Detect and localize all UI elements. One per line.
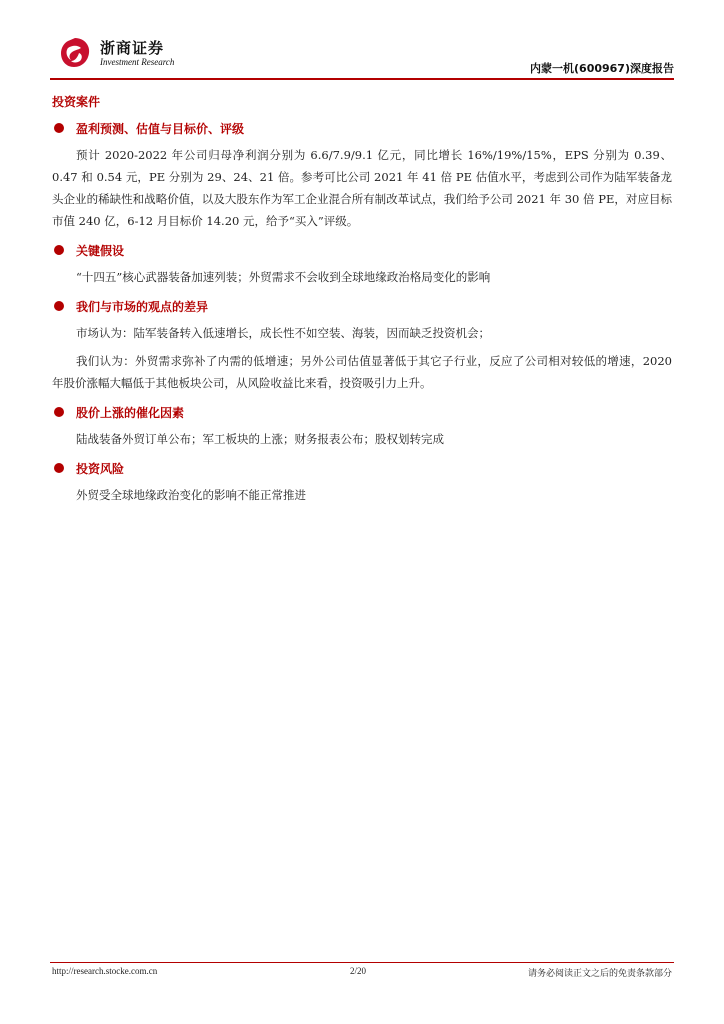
- footer-url-link[interactable]: http://research.stocke.com.cn: [52, 966, 158, 976]
- bullet-dot-icon: [54, 407, 64, 417]
- bullet-heading: 关键假设: [76, 243, 125, 258]
- bullet-heading-row: [52, 296, 672, 316]
- footer-divider: [50, 962, 674, 963]
- bullet-heading: 投资风险: [76, 461, 125, 476]
- paragraph: “十四五”核心武器装备加速列装；外贸需求不会收到全球地缘政治格局变化的影响: [76, 270, 491, 284]
- brokerage-logo-icon: [58, 36, 92, 70]
- bullet-dot-icon: [54, 463, 64, 473]
- paragraph: 预计 2020-2022 年公司归母净利润分别为 6.6/7.9/9.1 亿元，同比增长 16%/19%/15%，EPS 分别为 0.39、0.47 和 0.54 元，PE 分别为 29、24、21 倍。参考可比公司 2021 年 41 倍 PE 估值水平，考虑到公司作为陆军装备龙头企业的稀缺性和战略价值，以及大股东作为军工企业混合所有制改革试点，我们给予公司 2021 年 30 倍 PE，对应目标市值 240 亿，6-12 月目标价 14.20 元，给予“买入”评级。: [52, 148, 672, 228]
- bullet-dot-icon: [54, 245, 64, 255]
- content-body: [52, 110, 672, 506]
- footer-disclaimer: 请务必阅读正文之后的免责条款部分: [527, 969, 672, 979]
- brand-name: 浙商证券: [100, 39, 165, 57]
- header-divider: [50, 78, 674, 80]
- bullet-heading-row: [52, 402, 672, 422]
- paragraph: 陆战装备外贸订单公布；军工板块的上涨；财务报表公布；股权划转完成: [76, 432, 444, 446]
- report-title: 内蒙一机(600967)深度报告: [530, 62, 674, 75]
- bullet-heading-row: [52, 458, 672, 478]
- bullet-heading-row: [52, 118, 672, 138]
- paragraph: 市场认为：陆军装备转入低速增长，成长性不如空装、海装，因而缺乏投资机会；: [76, 326, 490, 340]
- paragraph: 我们认为：外贸需求弥补了内需的低增速；另外公司估值显著低于其它子行业，反应了公司相对较低的增速，2020 年股价涨幅大幅低于其他板块公司，从风险收益比来看，投资吸引力上升。: [52, 354, 672, 390]
- page-number: 2/20: [350, 966, 367, 976]
- page-header: [50, 30, 674, 80]
- bullet-dot-icon: [54, 123, 64, 133]
- bullet-heading: 股价上涨的催化因素: [76, 405, 185, 420]
- section-title: 投资案件: [52, 95, 101, 109]
- bullet-heading: 盈利预测、估值与目标价、评级: [76, 121, 245, 136]
- bullet-heading: 我们与市场的观点的差异: [76, 299, 209, 314]
- brand-subtitle: Investment Research: [100, 57, 175, 67]
- bullet-heading-row: [52, 240, 672, 260]
- paragraph: 外贸受全球地缘政治变化的影响不能正常推进: [76, 488, 306, 502]
- bullet-dot-icon: [54, 301, 64, 311]
